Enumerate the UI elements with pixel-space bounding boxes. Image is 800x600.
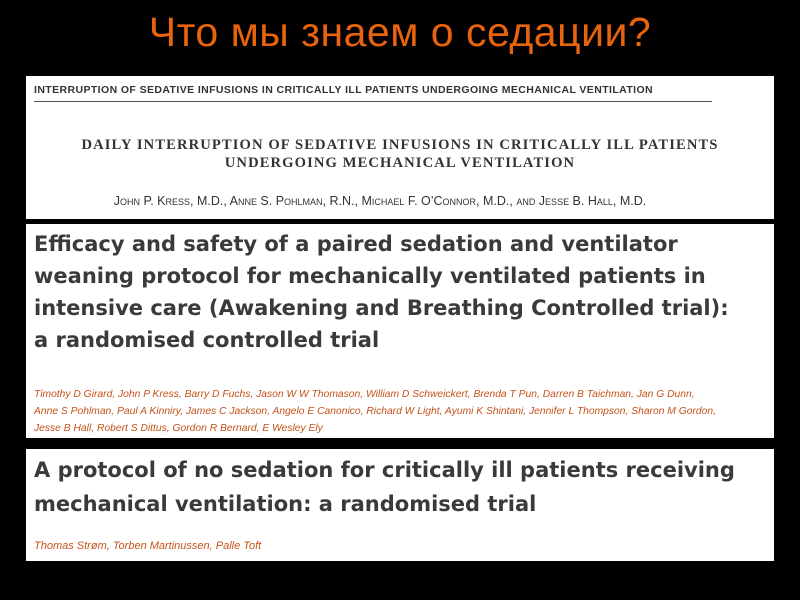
running-head: INTERRUPTION OF SEDATIVE INFUSIONS IN CRITICALLY ILL PATIENTS UNDERGOING MECHANICAL VENTILATION <box>34 84 654 96</box>
article-clipping-kress <box>26 76 774 219</box>
header-rule <box>34 101 712 102</box>
article-title-line: DAILY INTERRUPTION OF SEDATIVE INFUSIONS IN CRITICALLY ILL PATIENTS <box>81 137 719 153</box>
article-title <box>26 136 774 172</box>
article-authors: John P. Kress, M.D., Anne S. Pohlman, R.N., Michael F. O’Connor, M.D., and Jesse B. Hall, M.D. <box>113 194 647 208</box>
article-authors <box>34 386 769 437</box>
article-title-line: Efficacy and safety of a paired sedation and ventilator <box>34 232 678 256</box>
article-title <box>34 453 769 521</box>
article-authors: Thomas Strøm, Torben Martinussen, Palle Toft <box>34 540 262 552</box>
slide-title: Что мы знаем о седации? <box>148 9 652 55</box>
article-clipping-girard <box>26 224 774 438</box>
article-title <box>34 228 764 356</box>
article-clipping-strom <box>26 449 774 561</box>
article-title-line: A protocol of no sedation for critically ill patients receiving <box>34 458 735 482</box>
article-authors-line: Timothy D Girard, John P Kress, Barry D Fuchs, Jason W W Thomason, William D Schweickert, Brenda T Pun, Darren B Taichman, Jan G Dunn, <box>34 389 695 400</box>
article-title-line: a randomised controlled trial <box>34 328 380 352</box>
article-title-line: mechanical ventilation: a randomised trial <box>34 492 537 516</box>
article-authors-line: Anne S Pohlman, Paul A Kinniry, James C Jackson, Angelo E Canonico, Richard W Light, Ayumi K Shintani, Jennifer L Thompson, Sharon M Gordon, <box>34 406 716 417</box>
article-authors-line: Jesse B Hall, Robert S Dittus, Gordon R Bernard, E Wesley Ely <box>34 423 323 434</box>
article-title-line: weaning protocol for mechanically ventilated patients in <box>34 264 706 288</box>
article-title-line: intensive care (Awakening and Breathing Controlled trial): <box>34 296 729 320</box>
article-title-line: UNDERGOING MECHANICAL VENTILATION <box>224 155 576 171</box>
